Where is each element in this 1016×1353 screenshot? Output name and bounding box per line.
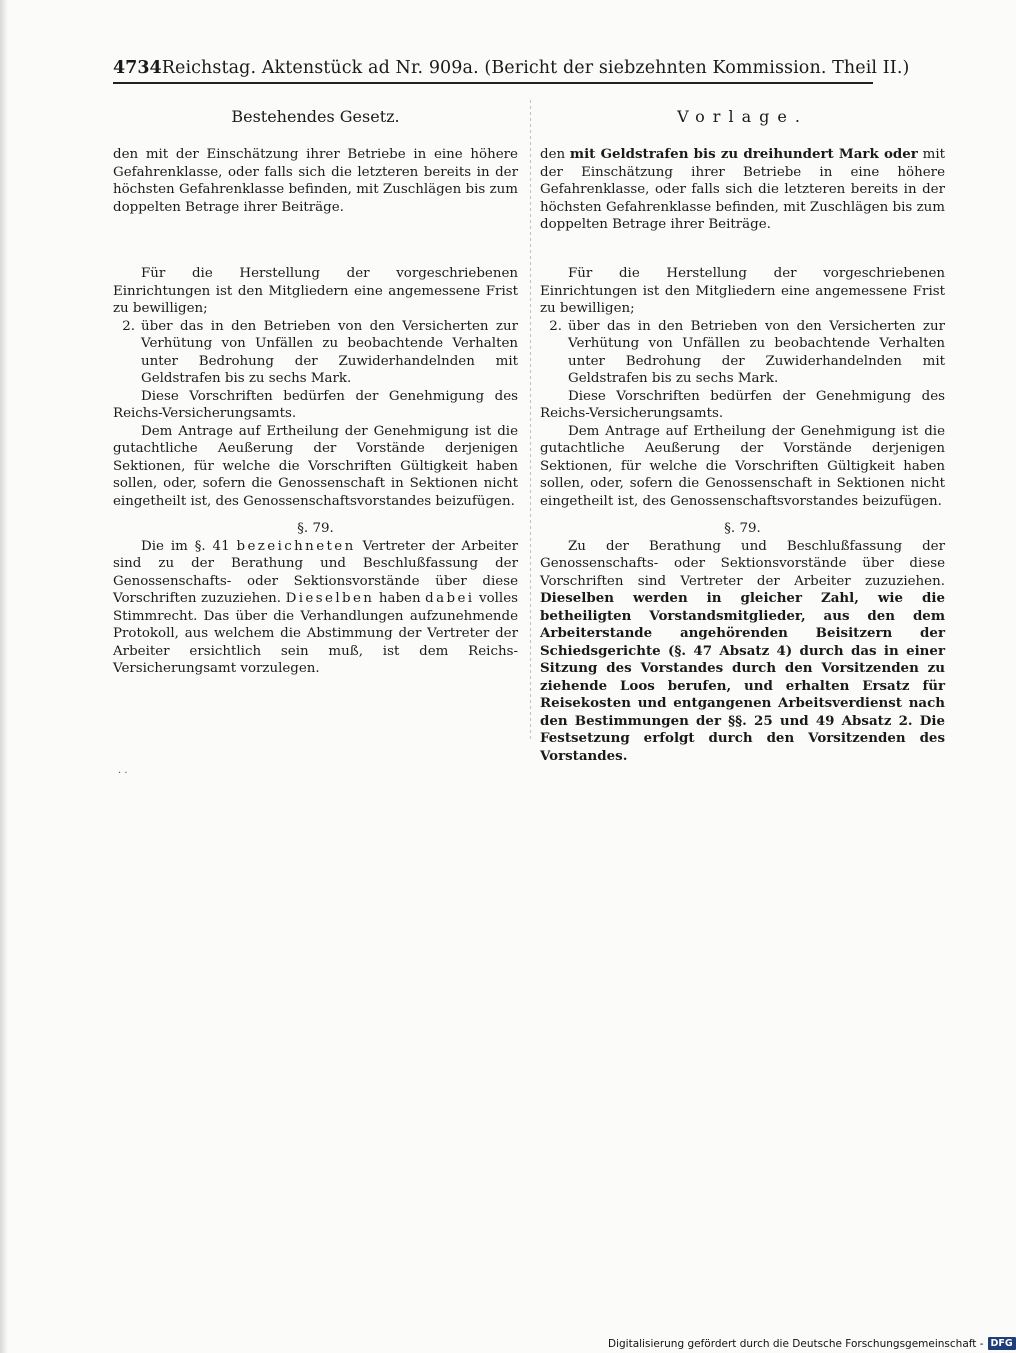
right-item-2-number: 2. <box>549 318 562 334</box>
footer-credit <box>608 1337 1016 1350</box>
scan-edge <box>0 0 8 1353</box>
right-item-2 <box>540 318 945 388</box>
page-header <box>113 58 910 84</box>
right-p1-text <box>540 146 945 234</box>
left-section-79 <box>113 520 518 678</box>
dfg-logo: DFG <box>988 1337 1016 1350</box>
footer-text: Digitalisierung gefördert durch die Deutsche Forschungsgemeinschaft - <box>608 1337 984 1350</box>
left-item-2 <box>113 318 518 388</box>
left-paragraph-1 <box>113 146 518 216</box>
right-p4-text: Dem Antrage auf Ertheilung der Genehmigung ist die gutachtliche Aeußerung der Vorstände derjenigen Sektionen, für welche die Vorschriften Gültigkeit haben sollen, oder, sofern die Genossenschaft in Sektionen nicht eingetheilt ist, des Genossenschaftsvorstandes beizufügen. <box>540 423 945 509</box>
left-s79-part-f: dabei <box>425 591 475 606</box>
left-block-2 <box>113 265 518 510</box>
left-s79-part-c: Vertreter der Arbeiter sind zu der Berathung und Beschlußfassung der Genossenschafts- oder Sektionsvorstände über diese Vorschriften zuzuziehen. <box>113 538 518 606</box>
header-rule <box>113 82 873 84</box>
right-p3-text: Diese Vorschriften bedürfen der Genehmigung des Reichs-Versicherungsamts. <box>540 388 945 421</box>
right-s79-plain: Zu der Berathung und Beschlußfassung der Genossenschafts- oder Sektionsvorstände über diese Vorschriften sind Vertreter der Arbeiter zuzuziehen. <box>540 538 945 589</box>
left-item-2-number: 2. <box>122 318 135 334</box>
right-p1-bold: mit Geldstrafen bis zu dreihundert Mark oder <box>569 146 918 162</box>
left-p1-text: den mit der Einschätzung ihrer Betriebe in eine höhere Gefahrenklasse, oder falls sich die letzteren bereits in der höchsten Gefahrenklasse befinden, mit Zuschlägen bis zum doppelten Betrage ihrer Beiträge. <box>113 147 518 215</box>
right-s79-bold: Dieselben werden in gleicher Zahl, wie die betheiligten Vorstandsmitglieder, aus den dem Arbeiterstande angehörenden Beisitzern der Schiedsgerichte (§. 47 Absatz 4) durch das in einer Sitzung des Vorstandes durch den Vorsitzenden zu ziehende Loos berufen, und erhalten Ersatz für Reisekosten und entgangenen Arbeitsverdienst nach den Bestimmungen der §§. 25 und 49 Absatz 2. Die Festsetzung erfolgt durch den Vorsitzenden des Vorstandes. <box>540 590 945 764</box>
right-paragraph-1 <box>540 146 945 234</box>
scan-speckles: · · <box>118 768 128 779</box>
running-title: Reichstag. Aktenstück ad Nr. 909a. (Bericht der siebzehnten Kommission. Theil II.) <box>161 58 910 78</box>
right-block-2 <box>540 265 945 510</box>
left-s79-part-e: haben <box>374 591 426 606</box>
left-s79-part-a: Die im §. 41 <box>141 538 237 554</box>
page-number: 4734 <box>113 58 162 78</box>
right-column-heading: Vorlage. <box>677 107 808 126</box>
left-s79-part-g: volles Stimmrecht. Das über die Verhandlungen aufzunehmende Protokoll, aus welchem die Abstimmung der Vertreter der Arbeiter ersichtlich sein muß, ist dem Reichs-Versicherungsamt vorzulegen. <box>113 591 519 676</box>
column-divider <box>530 100 531 740</box>
left-item-2-text: über das in den Betrieben von den Versicherten zur Verhütung von Unfällen zu beobachtende Verhalten unter Bedrohung der Zuwiderhandelnden mit Geldstrafen bis zu sechs Mark. <box>141 318 518 386</box>
right-section-title: §. 79. <box>724 521 761 536</box>
left-s79-text <box>113 538 518 678</box>
left-s79-part-d: Dieselben <box>285 591 375 606</box>
right-p1-pre: den <box>540 147 570 162</box>
left-section-title: §. 79. <box>297 521 334 536</box>
right-p1-post: mit der Einschätzung ihrer Betriebe in eine höhere Gefahrenklasse, oder falls sich die letzteren bereits in der höchsten Gefahrenklasse befinden, mit Zuschlägen bis zum doppelten Betrage ihrer Beiträge. <box>540 147 945 232</box>
left-p4-text: Dem Antrage auf Ertheilung der Genehmigung ist die gutachtliche Aeußerung der Vorstände derjenigen Sektionen, für welche die Vorschriften Gültigkeit haben sollen, oder, sofern die Genossenschaft in Sektionen nicht eingetheilt ist, des Genossenschaftsvorstandes beizufügen. <box>113 423 518 509</box>
left-p2-text: Für die Herstellung der vorgeschriebenen Einrichtungen ist den Mitgliedern eine angemessene Frist zu bewilligen; <box>113 266 518 316</box>
right-section-79 <box>540 520 945 765</box>
left-column-heading: Bestehendes Gesetz. <box>231 107 400 126</box>
left-s79-part-b: bezeichneten <box>236 538 356 554</box>
right-p2-text: Für die Herstellung der vorgeschriebenen Einrichtungen ist den Mitgliedern eine angemessene Frist zu bewilligen; <box>540 266 945 316</box>
left-p3-text: Diese Vorschriften bedürfen der Genehmigung des Reichs-Versicherungsamts. <box>113 388 518 421</box>
right-s79-text <box>540 538 945 766</box>
right-item-2-text: über das in den Betrieben von den Versicherten zur Verhütung von Unfällen zu beobachtende Verhalten unter Bedrohung der Zuwiderhandelnden mit Geldstrafen bis zu sechs Mark. <box>568 318 945 386</box>
